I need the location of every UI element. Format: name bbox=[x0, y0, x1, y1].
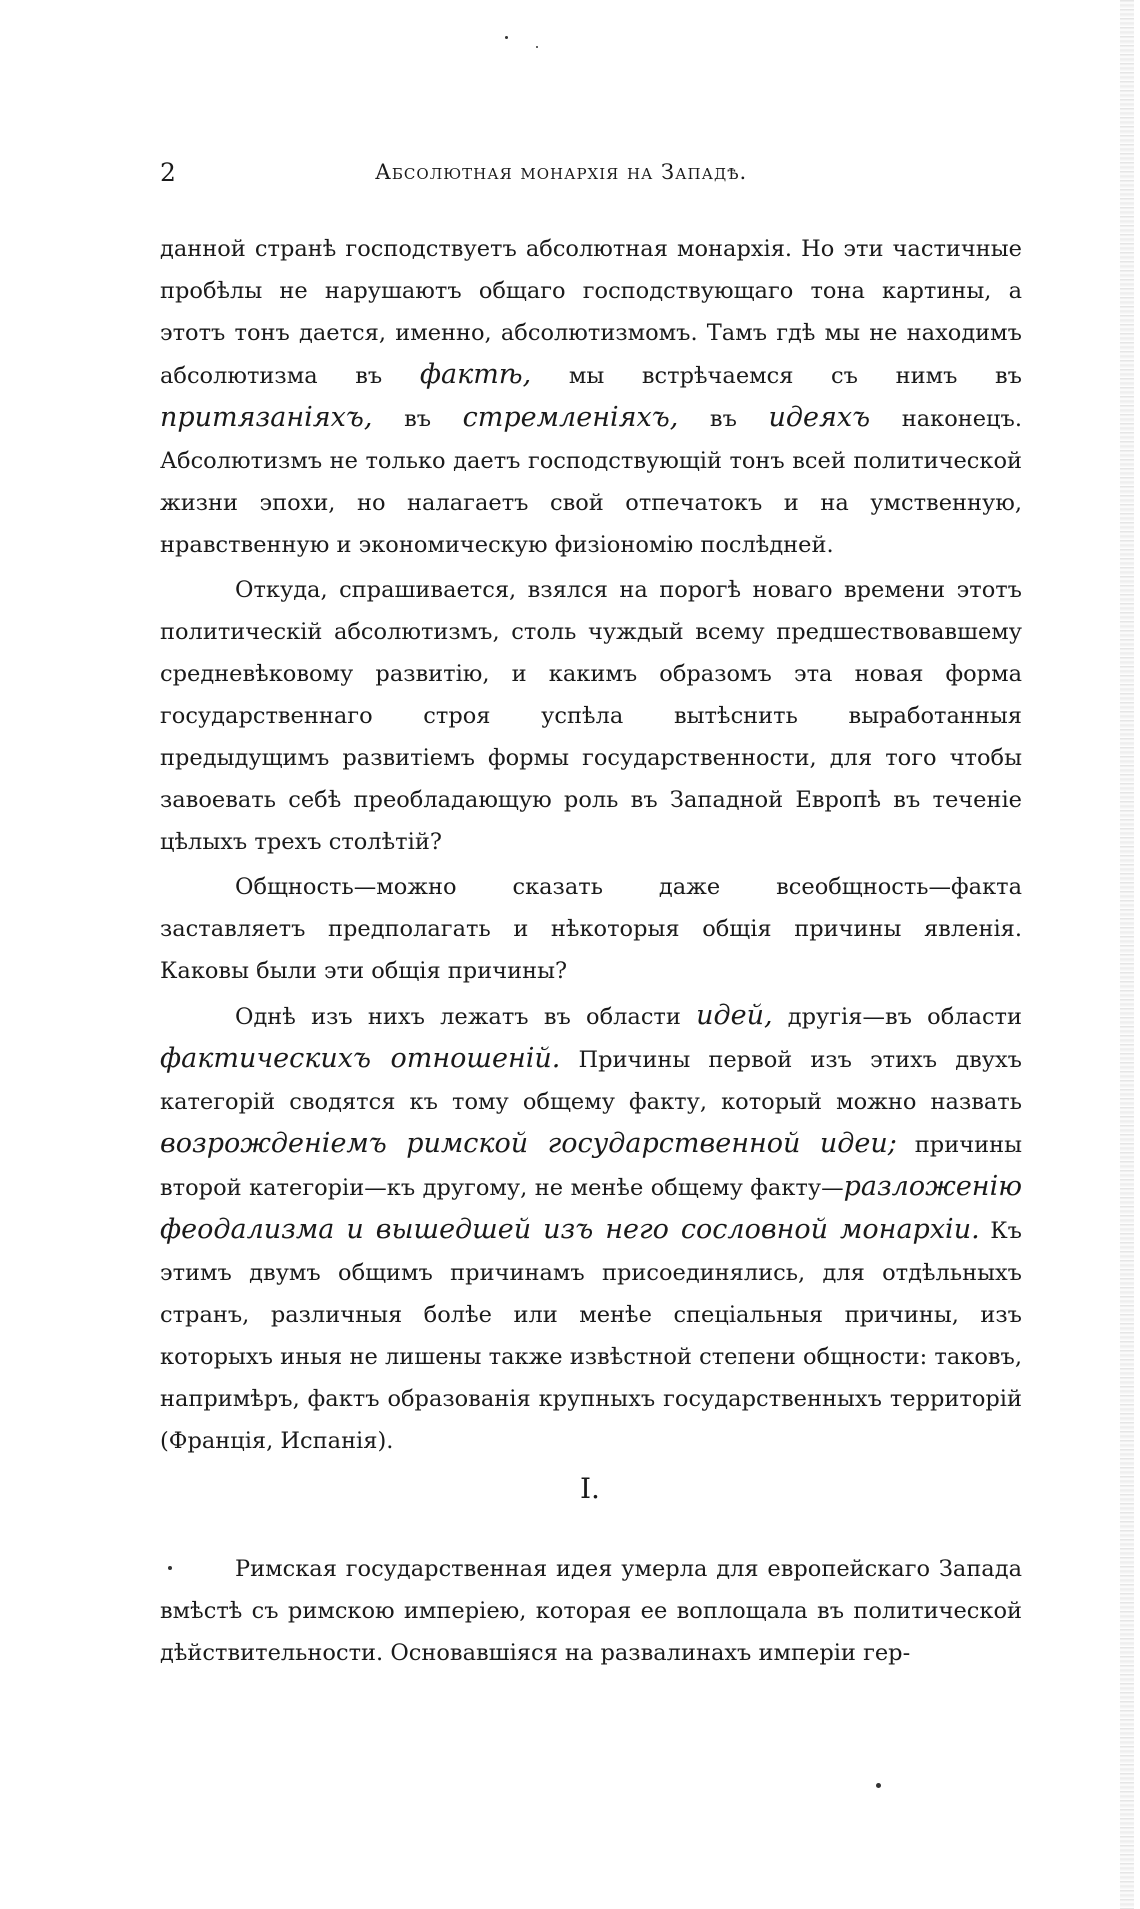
text-run: въ bbox=[372, 406, 463, 432]
page-header bbox=[160, 158, 1020, 198]
text-run: Однѣ изъ нихъ лежатъ въ области bbox=[235, 1004, 697, 1030]
ink-speck bbox=[505, 36, 508, 39]
emphasis-feudal-decay: разложенію феодализма и вышедшей изъ него сословной монархіи. bbox=[160, 1171, 1022, 1245]
paragraph-3: Общность—можно сказать даже всеобщность—факта заставляетъ предполагать и нѣкоторыя общія причины явленія. Каковы были эти общія причины? bbox=[160, 874, 1022, 984]
page-number: 2 bbox=[160, 158, 176, 187]
running-title: Абсолютная монархія на Западѣ. bbox=[375, 160, 748, 184]
text-run: въ bbox=[678, 406, 769, 432]
emphasis-ideas: идеяхъ bbox=[768, 402, 871, 433]
text-run: Причины первой изъ этихъ двухъ категорій сводятся къ тому общему факту, который можно назвать bbox=[160, 1047, 1022, 1115]
section-body-text bbox=[160, 1548, 1022, 1677]
emphasis-aspirations: стремленіяхъ, bbox=[462, 402, 679, 433]
text-run: причины второй категоріи—къ другому, не менѣе общему факту— bbox=[160, 1132, 1022, 1201]
emphasis-fact: фактѣ, bbox=[419, 359, 532, 390]
ink-speck bbox=[536, 46, 538, 48]
text-run: другія—въ области bbox=[772, 1004, 1022, 1030]
page-edge-shadow bbox=[1120, 0, 1134, 1909]
text-run: мы встрѣчаемся съ нимъ въ bbox=[531, 363, 1022, 389]
emphasis-claims: притязаніяхъ, bbox=[160, 402, 373, 433]
ink-speck bbox=[876, 1783, 881, 1788]
paragraph-4 bbox=[160, 995, 1022, 1462]
emphasis-factual-relations: фактическихъ отношеній. bbox=[160, 1043, 561, 1074]
emphasis-roman-revival: возрожденіемъ римской государственной идеи; bbox=[160, 1128, 897, 1159]
paragraph-2: Откуда, спрашивается, взялся на порогѣ новаго времени этотъ политическій абсолютизмъ, столь чуждый всему предшествовавшему средневѣковому развитію, и какимъ образомъ эта новая форма государственнаго строя успѣла вытѣснить выработанныя предыдущимъ развитіемъ формы государственности, для того чтобы завоевать себѣ преобладающую роль въ Западной Европѣ въ теченіе цѣлыхъ трехъ столѣтій? bbox=[160, 577, 1022, 855]
paragraph-5: Римская государственная идея умерла для европейскаго Запада вмѣстѣ съ римскою имперіею, которая ее воплощала въ политической дѣйствительности. Основавшіяся на развалинахъ имперіи гер- bbox=[160, 1556, 1022, 1666]
text-run: Къ этимъ двумъ общимъ причинамъ присоединялись, для отдѣльныхъ странъ, различныя болѣе или менѣе спеціальныя причины, изъ которыхъ иныя не лишены также извѣстной степени общности: таковъ, напримѣръ, фактъ образованія крупныхъ государственныхъ территорій (Франція, Испанія). bbox=[160, 1218, 1022, 1454]
paragraph-1 bbox=[160, 228, 1022, 566]
emphasis-ideas: идей, bbox=[696, 1000, 773, 1031]
text-run: наконецъ. Абсолютизмъ не только даетъ господствующій тонъ всей политической жизни эпохи, но налагаетъ свой отпечатокъ и на умственную, нравственную и экономическую физіономію послѣдней. bbox=[160, 406, 1022, 558]
text-run: данной странѣ господствуетъ абсолютная монархія. Но эти частичные пробѣлы не нарушаютъ общаго господствующаго тона картины, а этотъ тонъ дается, именно, абсолютизмомъ. Тамъ гдѣ мы не находимъ абсолютизма въ bbox=[160, 236, 1022, 389]
body-text bbox=[160, 228, 1022, 1465]
section-number: I. bbox=[580, 1472, 600, 1505]
